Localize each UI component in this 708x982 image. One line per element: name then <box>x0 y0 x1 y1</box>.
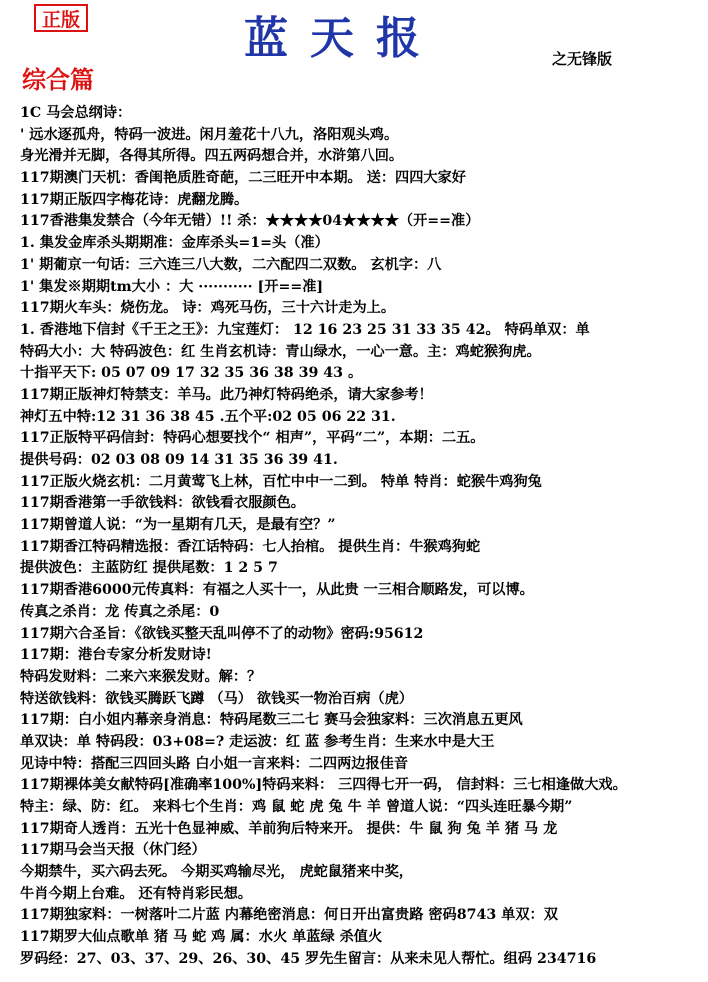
text-line: 1' 集发※期期tm大小 ：大 ··········· [开==准] <box>20 278 324 295</box>
text-line: 117期澳门天机：香闺艳质胜奇葩，二三旺开中本期。 送：四四大家好 <box>20 170 466 187</box>
section-heading: 综合篇 <box>22 65 94 94</box>
text-line: 提供号码：02 03 08 09 14 31 35 36 39 41. <box>20 452 338 468</box>
text-line: 特送欲钱料：欲钱买腾跃飞蹲 （马） 欲钱买一物治百病（虎） <box>20 690 413 707</box>
text-line: 117期裸体美女献特码[准确率100%]特码来料： 三四得七开一码， 信封料：三七相逢做大戏。 <box>20 777 627 794</box>
text-line: 身光滑并无脚，各得其所得。四五两码想合并，水浒第八回。 <box>20 148 404 165</box>
text-line: 特码发财料：二来六来猴发财。解：？ <box>20 668 262 685</box>
text-line: 117期正版神灯特禁支：羊马。此乃神灯特码绝杀，请大家参考！ <box>20 386 433 403</box>
text-line: 牛肖今期上台难。 还有特肖彩民想。 <box>20 885 252 902</box>
text-line: 1. 香港地下信封《千王之王》：九宝莲灯： 12 16 23 25 31 33 35 42。 特码单双：单 <box>20 321 590 338</box>
text-line: 今期禁牛，买六码去死。 今期买鸡输尽光， 虎蛇鼠猪来中奖， <box>20 864 413 881</box>
text-line: 特码大小：大 特码波色：红 生肖玄机诗：青山绿水，一心一意。主：鸡蛇猴狗虎。 <box>20 343 541 360</box>
text-line: 117期奇人透肖：五光十色显神威、羊前狗后特来开。 提供：牛 鼠 狗 兔 羊 猪 马 龙 <box>20 820 558 837</box>
text-line: 单双诀：单 特码段：03+08=? 走运波：红 蓝 参考生肖：生来水中是大王 <box>20 733 495 750</box>
text-line: 117期：白小姐内幕亲身消息：特码尾数三二七 赛马会独家料：三次消息五更风 <box>20 712 523 729</box>
text-line: 传真之杀肖：龙 传真之杀尾：0 <box>20 603 220 620</box>
content-lines <box>20 103 704 971</box>
text-line: 117期正版四字梅花诗：虎翻龙腾。 <box>20 191 249 208</box>
text-line: 1' 期葡京一句话：三六连三八大数，二六配四二双数。 玄机字：八 <box>20 256 442 273</box>
text-line: 117期马会当天报（休门经） <box>20 842 206 859</box>
text-line: 117期香江特码精选报：香江话特码：七人抬棺。 提供生肖：牛猴鸡狗蛇 <box>20 538 481 555</box>
newspaper-title: 蓝天报 <box>244 13 442 64</box>
text-line: 117期曾道人说：“为一星期有几天，是最有空？” <box>20 517 336 534</box>
text-line: 特主：绿、防：红。 来料七个生肖：鸡 鼠 蛇 虎 兔 牛 羊 曾道人说：“四头连旺暴今期” <box>20 799 573 815</box>
text-line: 117香港集发禁合（今年无错）!! 杀：★★★★04★★★★（开==准） <box>20 213 480 230</box>
text-line: 罗码经：27、03、37、29、26、30、45 罗先生留言：从来未见人帮忙。组码 234716 <box>20 950 597 967</box>
text-line: 117正版火烧玄机：二月黄莺飞上林，百忙中中一二到。 特单 特肖：蛇猴牛鸡狗兔 <box>20 473 542 490</box>
text-line: 117期火车头：烧伤龙。 诗：鸡死马伤，三十六计走为上。 <box>20 300 396 317</box>
text-line: 提供波色：主蓝防红 提供尾数：1 2 5 7 <box>20 560 278 577</box>
text-line: 1C 马会总纲诗： <box>20 105 132 121</box>
text-line: 117期香港6000元传真料：有福之人买十一，从此贵 一三相合顺路发，可以博。 <box>20 582 534 599</box>
text-line: 117期六合圣旨：《欲钱买整天乱叫停不了的动物》密码:95612 <box>20 625 424 642</box>
text-line: 117期香港第一手欲钱料：欲钱看衣服颜色。 <box>20 495 305 512</box>
text-line: 117正版特平码信封：特码心想要找个“ 相声”，平码“二”，本期：二五。 <box>20 430 485 447</box>
edition-badge: 正版 <box>34 4 88 32</box>
text-line: 见诗中特：搭配三四回头路 白小姐一言来料：二四两边报佳音 <box>20 755 409 772</box>
text-line: ' 远水逐孤舟，特码一波进。闲月羞花十八九，洛阳观头鸡。 <box>20 126 399 143</box>
edition-label: 之无锋版 <box>552 50 613 68</box>
text-line: 1. 集发金库杀头期期准：金库杀头=1=头（准） <box>20 235 329 252</box>
text-line: 117期罗大仙点歌单 猪 马 蛇 鸡 属：水火 单蓝绿 杀值火 <box>20 929 383 946</box>
text-line: 117期独家料：一树落叶二片蓝 内幕绝密消息：何日开出富贵路 密码8743 单双：双 <box>20 907 558 924</box>
text-line: 十指平天下: 05 07 09 17 32 35 36 38 39 43 。 <box>20 365 363 382</box>
text-line: 117期：港台专家分析发财诗! <box>20 647 212 664</box>
text-line: 神灯五中特:12 31 36 38 45 .五个平:02 05 06 22 31. <box>20 408 396 425</box>
